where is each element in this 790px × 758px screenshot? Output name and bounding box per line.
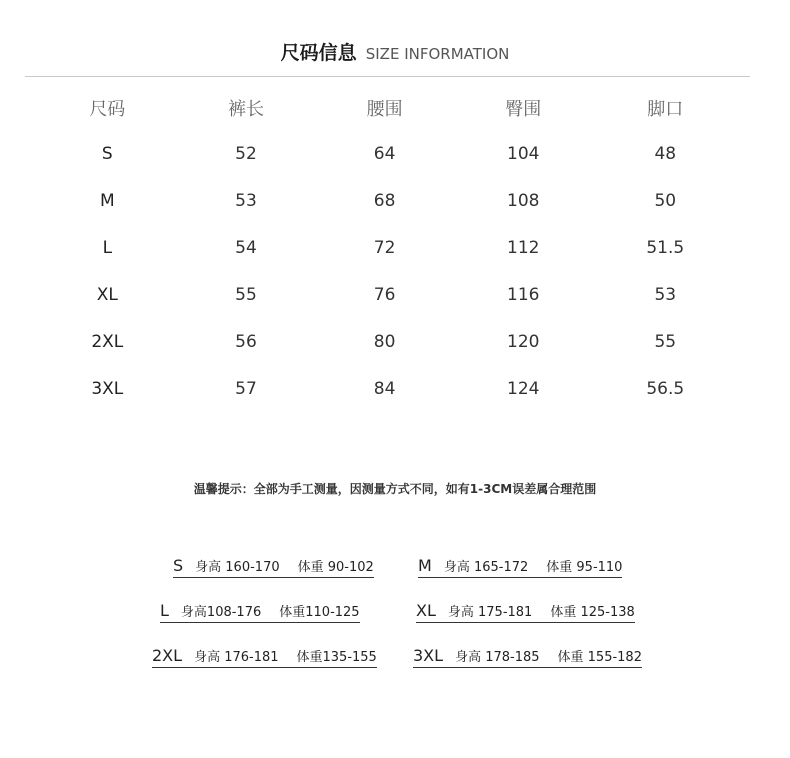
- rec-weight: 体重 155-182: [557, 650, 642, 665]
- title-chinese: 尺码信息: [280, 42, 357, 64]
- rec-size: XL: [416, 601, 436, 620]
- cell-size: L: [102, 237, 113, 258]
- cell-length: 52: [235, 143, 257, 164]
- rec-size: L: [160, 601, 169, 620]
- cell-hip: 112: [507, 237, 540, 258]
- size-recommendation: [160, 603, 360, 623]
- rec-height: 身高 160-170: [195, 560, 280, 575]
- cell-hip: 104: [507, 143, 540, 164]
- size-recommendation: [173, 558, 374, 578]
- cell-waist: 80: [373, 331, 396, 352]
- size-recommendation: [418, 558, 622, 578]
- cell-hip: 108: [507, 190, 540, 211]
- rec-height: 身高 175-181: [447, 605, 533, 620]
- rec-height: 身高 178-185: [455, 650, 540, 665]
- cell-length: 55: [235, 284, 257, 305]
- header-size: 尺码: [89, 99, 126, 120]
- title-english: SIZE INFORMATION: [365, 45, 510, 63]
- cell-hip: 124: [507, 378, 540, 399]
- cell-hem: 53: [654, 284, 677, 305]
- size-table: [38, 86, 738, 412]
- cell-waist: 64: [373, 143, 396, 164]
- title-divider: [25, 76, 750, 77]
- measurement-note: 温馨提示：全部为手工测量，因测量方式不同，如有1-3CM误差属合理范围: [193, 482, 597, 496]
- cell-size: S: [101, 143, 113, 164]
- cell-hem: 50: [654, 190, 677, 211]
- table-row: [38, 318, 738, 365]
- table-row: [38, 224, 738, 271]
- cell-hem: 55: [654, 331, 677, 352]
- table-row: [38, 271, 738, 318]
- rec-size: S: [173, 556, 184, 575]
- cell-length: 54: [235, 237, 257, 258]
- rec-weight: 体重110-125: [279, 605, 360, 620]
- cell-hem: 48: [654, 143, 677, 164]
- rec-size: 3XL: [413, 646, 444, 665]
- rec-height: 身高 165-172: [443, 560, 529, 575]
- table-row: [38, 177, 738, 224]
- rec-height: 身高108-176: [180, 605, 262, 620]
- table-row: [38, 365, 738, 412]
- cell-hip: 116: [507, 284, 540, 305]
- rec-weight: 体重135-155: [296, 650, 377, 665]
- cell-size: 2XL: [91, 331, 124, 352]
- size-recommendation: [152, 648, 377, 668]
- cell-waist: 72: [373, 237, 396, 258]
- table-row: [38, 130, 738, 177]
- cell-length: 56: [235, 331, 257, 352]
- header-hip: 臀围: [505, 99, 542, 120]
- cell-size: 3XL: [91, 378, 124, 399]
- rec-weight: 体重 95-110: [546, 560, 623, 575]
- header-hem: 脚口: [647, 99, 684, 120]
- rec-height: 身高 176-181: [194, 650, 279, 665]
- cell-length: 53: [235, 190, 257, 211]
- table-header-row: [38, 86, 738, 130]
- cell-waist: 76: [373, 284, 396, 305]
- rec-size: 2XL: [152, 646, 183, 665]
- page-title: [0, 38, 790, 65]
- rec-weight: 体重 90-102: [297, 560, 374, 575]
- cell-hem: 51.5: [646, 237, 685, 258]
- cell-waist: 84: [373, 378, 396, 399]
- cell-length: 57: [235, 378, 257, 399]
- rec-size: M: [418, 556, 432, 575]
- size-recommendation: [416, 603, 635, 623]
- cell-waist: 68: [373, 190, 396, 211]
- cell-hem: 56.5: [646, 378, 685, 399]
- rec-weight: 体重 125-138: [550, 605, 635, 620]
- size-recommendation: [413, 648, 642, 668]
- header-waist: 腰围: [366, 99, 403, 120]
- cell-hip: 120: [507, 331, 540, 352]
- cell-size: M: [99, 190, 115, 211]
- header-length: 裤长: [227, 99, 264, 120]
- cell-size: XL: [96, 284, 118, 305]
